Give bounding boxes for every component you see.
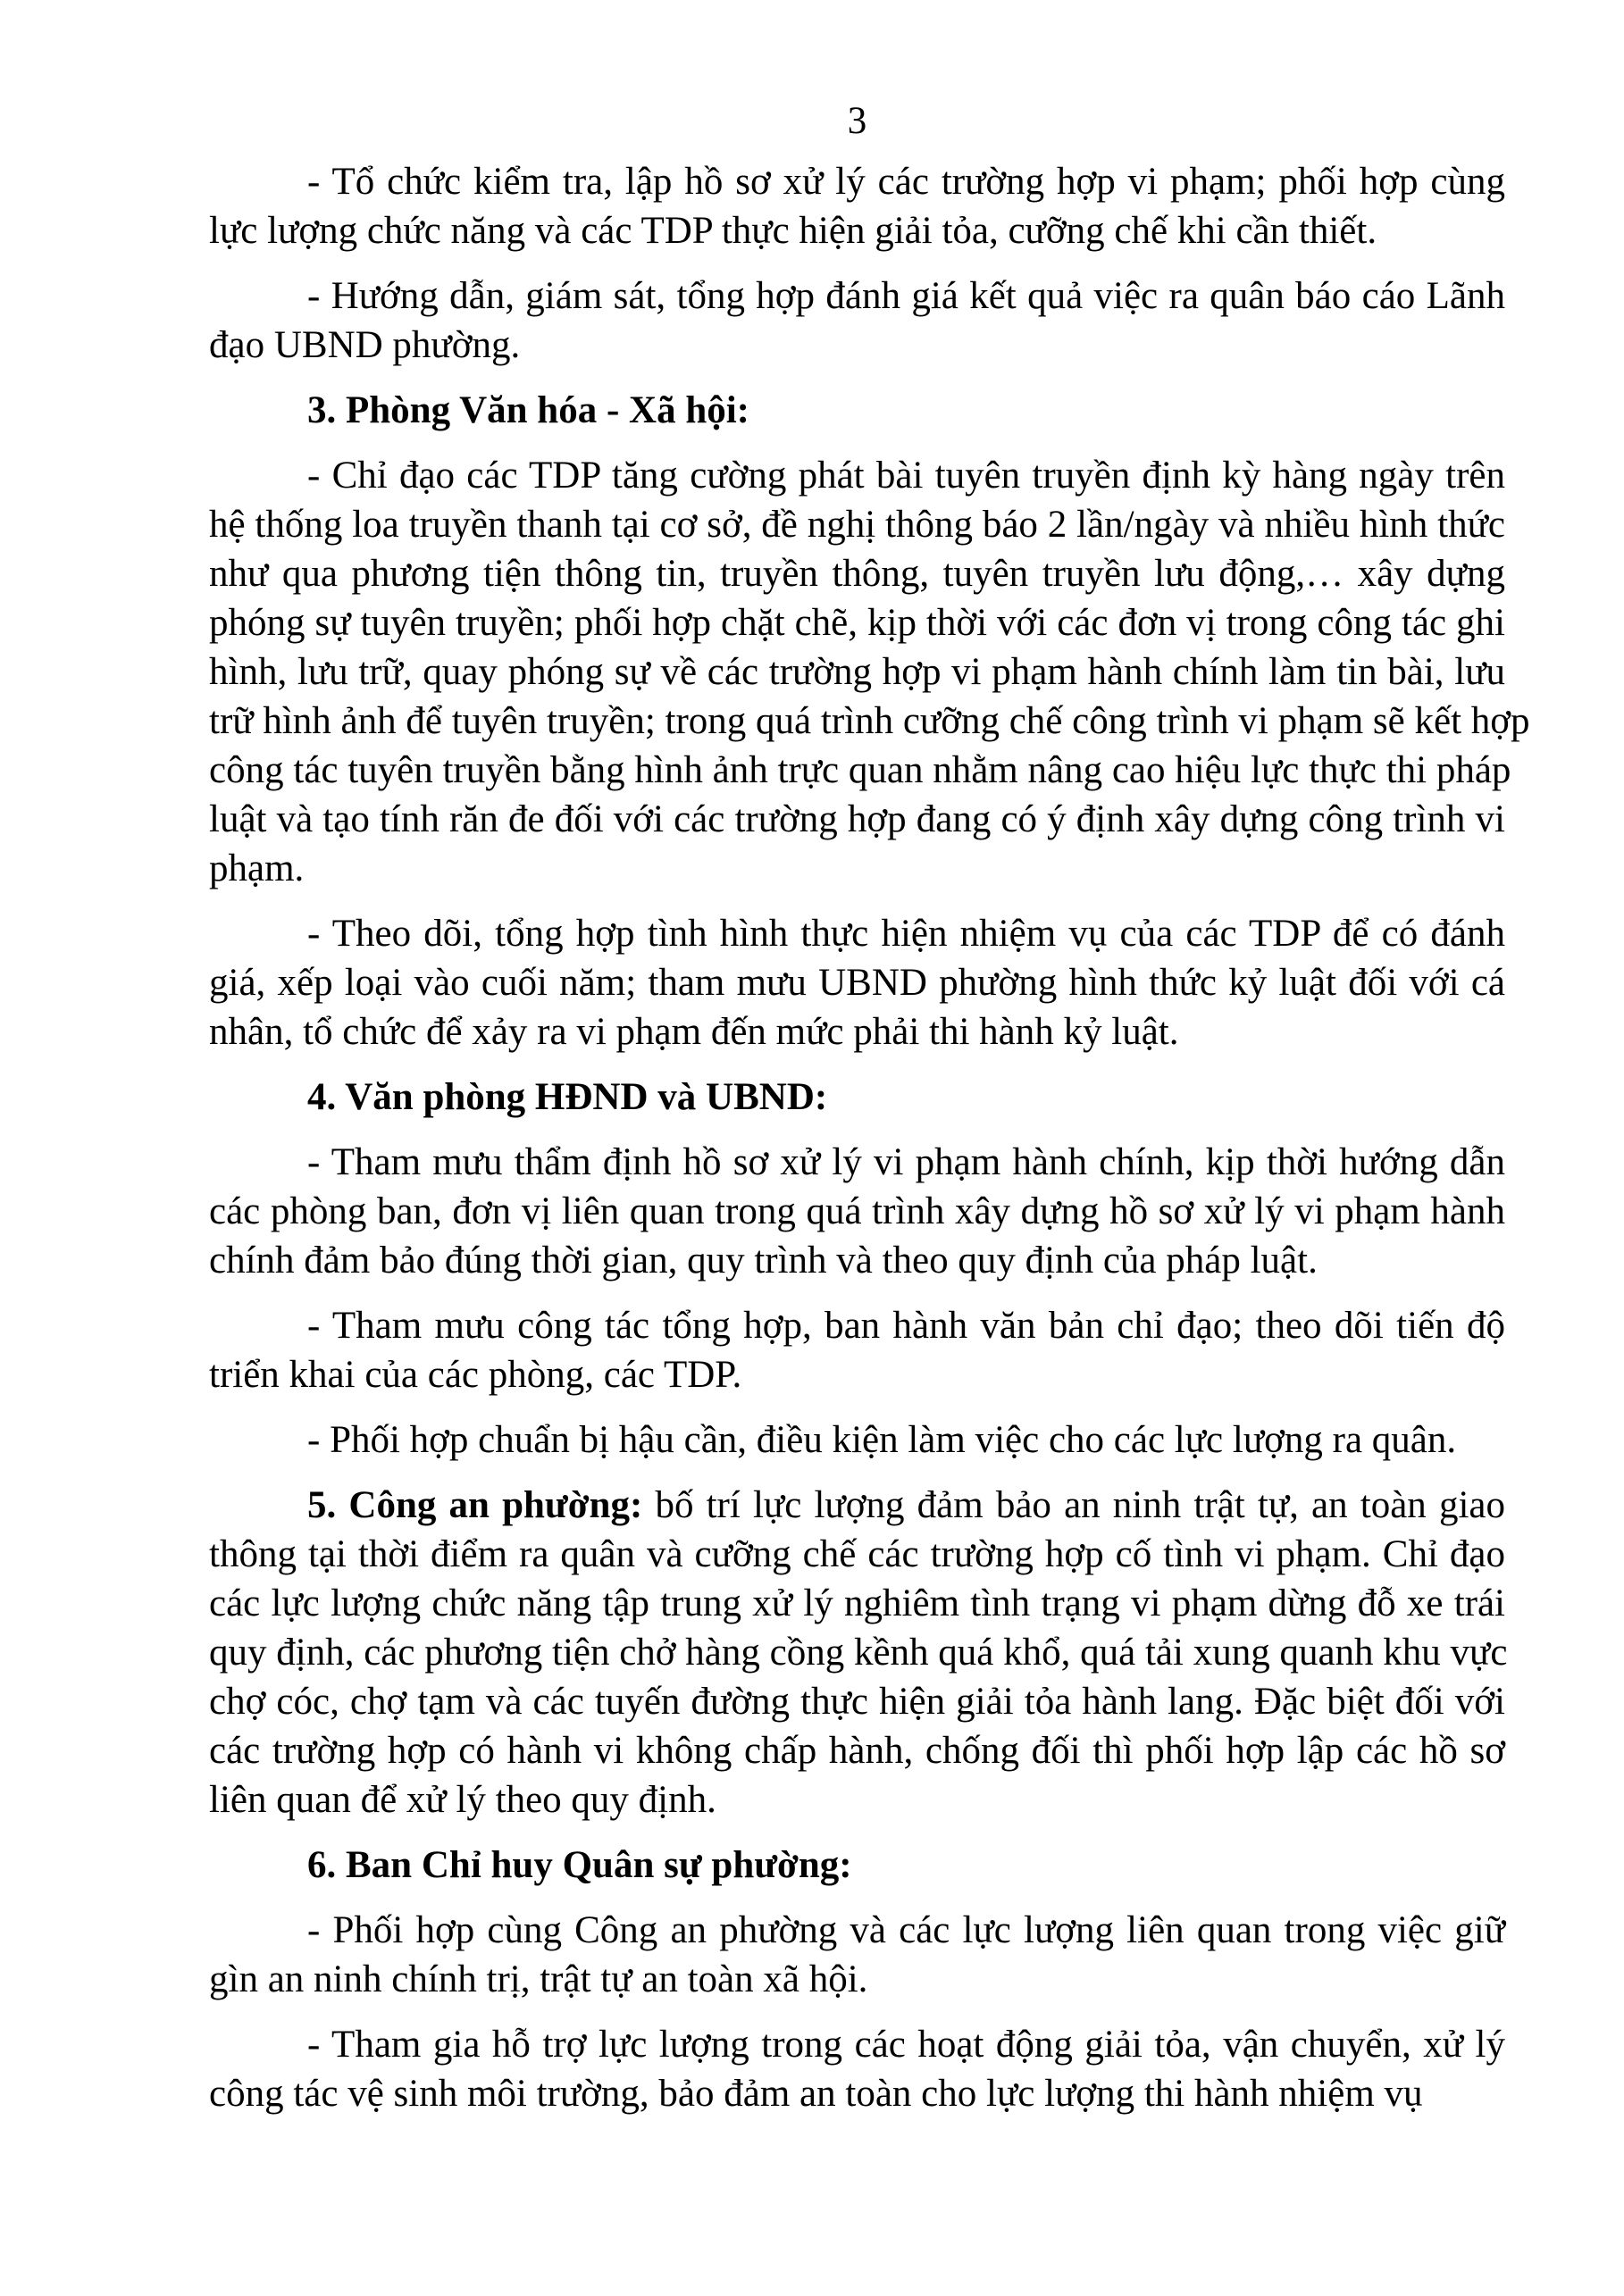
text-line: hệ thống loa truyền thanh tại cơ sở, đề nghị thông báo 2 lần/ngày và nhiều hình thức — [209, 504, 1505, 546]
text-line: trữ hình ảnh để tuyên truyền; trong quá trình cưỡng chế công trình vi phạm sẽ kết hợp — [209, 700, 1530, 742]
paragraph — [209, 451, 1530, 893]
text-line: - Phối hợp chuẩn bị hậu cần, điều kiện làm việc cho các lực lượng ra quân. — [307, 1419, 1457, 1461]
section-heading — [209, 1073, 1505, 1122]
paragraph — [209, 909, 1505, 1056]
text-line: các lực lượng chức năng tập trung xử lý nghiêm tình trạng vi phạm dừng đỗ xe trái — [209, 1582, 1505, 1624]
text-line: các trường hợp có hành vi không chấp hành, chống đối thì phối hợp lập các hồ sơ — [209, 1730, 1505, 1772]
text-line: luật và tạo tính răn đe đối với các trường hợp đang có ý định xây dựng công trình vi — [209, 798, 1505, 840]
text-line: - Tham gia hỗ trợ lực lượng trong các hoạt động giải tỏa, vận chuyển, xử lý — [307, 2024, 1505, 2066]
text-line: gìn an ninh chính trị, trật tự an toàn xã hội. — [209, 1958, 868, 2000]
text-line: 4. Văn phòng HĐND và UBND: — [307, 1076, 828, 1118]
text-line: chính đảm bảo đúng thời gian, quy trình và theo quy định của pháp luật. — [209, 1240, 1318, 1282]
paragraph — [209, 1906, 1505, 2004]
text-line: giá, xếp loại vào cuối năm; tham mưu UBND phường hình thức kỷ luật đối với cá — [209, 962, 1505, 1004]
text-line: - Tổ chức kiểm tra, lập hồ sơ xử lý các trường hợp vi phạm; phối hợp cùng — [307, 161, 1505, 203]
text-line: - Phối hợp cùng Công an phường và các lực lượng liên quan trong việc giữ — [307, 1909, 1505, 1951]
text-line: - Tham mưu công tác tổng hợp, ban hành văn bản chỉ đạo; theo dõi tiến độ — [307, 1305, 1505, 1347]
section-heading — [209, 1841, 1505, 1890]
paragraph — [209, 1481, 1508, 1824]
text-line: nhân, tổ chức để xảy ra vi phạm đến mức phải thi hành kỷ luật. — [209, 1011, 1179, 1053]
text-line: 6. Ban Chỉ huy Quân sự phường: — [307, 1844, 852, 1886]
paragraph — [209, 1301, 1505, 1399]
text-line: quy định, các phương tiện chở hàng cồng kềnh quá khổ, quá tải xung quanh khu vực — [209, 1632, 1508, 1674]
text-line: lực lượng chức năng và các TDP thực hiện giải tỏa, cưỡng chế khi cần thiết. — [209, 210, 1377, 252]
text-line: liên quan để xử lý theo quy định. — [209, 1779, 716, 1821]
paragraph — [209, 1415, 1505, 1465]
text-line: 3. Phòng Văn hóa - Xã hội: — [307, 389, 750, 431]
text-line: chợ cóc, chợ tạm và các tuyến đường thực hiện giải tỏa hành lang. Đặc biệt đối với — [209, 1681, 1505, 1723]
text-line: hình, lưu trữ, quay phóng sự về các trường hợp vi phạm hành chính làm tin bài, lưu — [209, 651, 1505, 693]
text-line: phóng sự tuyên truyền; phối hợp chặt chẽ, kịp thời với các đơn vị trong công tác ghi — [209, 602, 1505, 644]
text-line: như qua phương tiện thông tin, truyền thông, tuyên truyền lưu động,… xây dựng — [209, 553, 1505, 595]
text-line: các phòng ban, đơn vị liên quan trong quá trình xây dựng hồ sơ xử lý vi phạm hành — [209, 1190, 1505, 1232]
paragraph — [209, 271, 1505, 370]
text-line: - Theo dõi, tổng hợp tình hình thực hiện nhiệm vụ của các TDP để có đánh — [307, 913, 1505, 955]
text-line: phạm. — [209, 847, 305, 889]
section-lead-text: bố trí lực lượng đảm bảo an ninh trật tự, an toàn giao — [642, 1484, 1505, 1526]
text-line: - Hướng dẫn, giám sát, tổng hợp đánh giá kết quả việc ra quân báo cáo Lãnh — [307, 275, 1505, 317]
section-lead-heading: 5. Công an phường: — [307, 1484, 643, 1526]
document-body — [209, 157, 1530, 2134]
page-number: 3 — [847, 100, 867, 142]
text-line: - Chỉ đạo các TDP tăng cường phát bài tuyên truyền định kỳ hàng ngày trên — [307, 455, 1505, 497]
section-heading — [209, 386, 1505, 435]
paragraph — [209, 157, 1505, 255]
text-line: triển khai của các phòng, các TDP. — [209, 1354, 742, 1396]
text-line — [209, 1481, 1505, 1530]
paragraph — [209, 1138, 1505, 1285]
text-line: thông tại thời điểm ra quân và cưỡng chế các trường hợp cố tình vi phạm. Chỉ đạo — [209, 1533, 1505, 1575]
text-line: công tác vệ sinh môi trường, bảo đảm an toàn cho lực lượng thi hành nhiệm vụ — [209, 2073, 1423, 2115]
text-line: - Tham mưu thẩm định hồ sơ xử lý vi phạm hành chính, kịp thời hướng dẫn — [307, 1141, 1505, 1183]
text-line: đạo UBND phường. — [209, 324, 521, 366]
text-line: công tác tuyên truyền bằng hình ảnh trực quan nhằm nâng cao hiệu lực thực thi pháp — [209, 749, 1511, 791]
paragraph — [209, 2020, 1505, 2118]
